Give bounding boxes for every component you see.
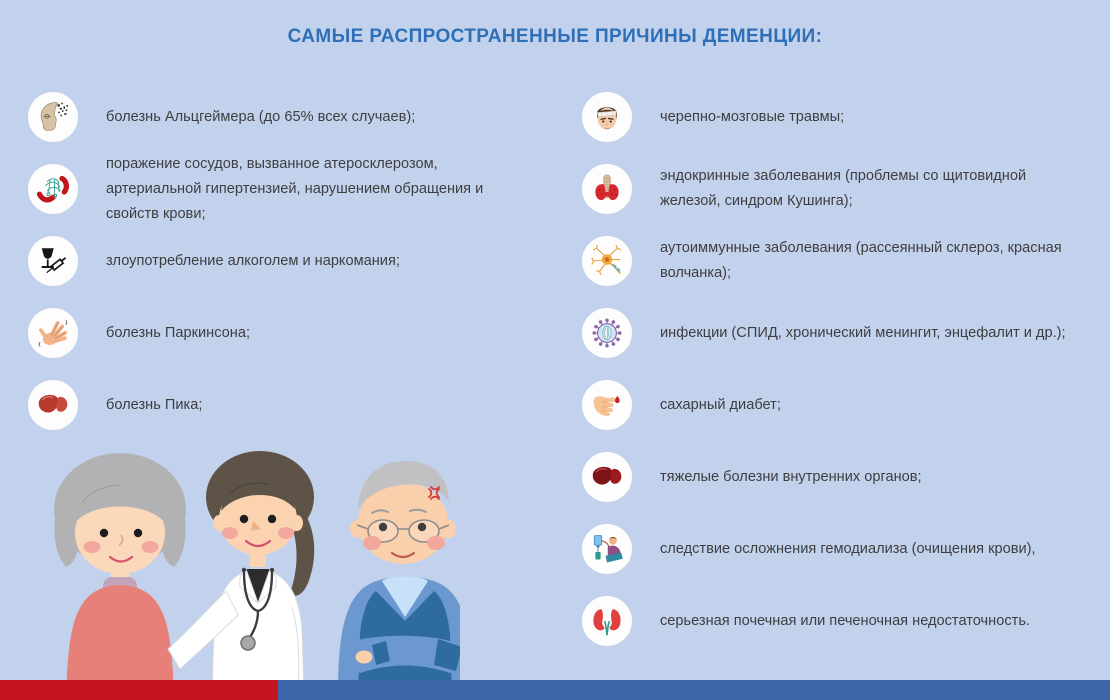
list-item bbox=[28, 155, 518, 222]
item-text: инфекции (СПИД, хронический менингит, энцефалит и др.); bbox=[660, 324, 1066, 341]
list-item bbox=[28, 236, 518, 286]
list-item bbox=[582, 236, 1085, 286]
list-item bbox=[582, 596, 1085, 646]
item-text: аутоиммунные заболевания (рассеянный склероз, красная волчанка); bbox=[660, 240, 1062, 281]
item-text: тяжелые болезни внутренних органов; bbox=[660, 468, 922, 485]
item-text: болезнь Альцгеймера (до 65% всех случаев); bbox=[106, 108, 416, 125]
item-text: сахарный диабет; bbox=[660, 396, 781, 413]
alcohol-syringe-icon bbox=[28, 236, 78, 286]
item-text: злоупотребление алкоголем и наркомания; bbox=[106, 252, 400, 269]
item-text: болезнь Пика; bbox=[106, 396, 203, 413]
elderly-man bbox=[338, 461, 460, 695]
head-injury-icon bbox=[582, 92, 632, 142]
list-item bbox=[28, 308, 518, 358]
list-item bbox=[582, 452, 1085, 502]
item-text: болезнь Паркинсона; bbox=[106, 324, 250, 341]
item-text: поражение сосудов, вызванное атеросклерозом, артериальной гипертензией, нарушением обращения и свойств крови; bbox=[106, 155, 484, 222]
dark-liver-icon bbox=[582, 452, 632, 502]
left-column bbox=[28, 92, 518, 452]
neuron-icon bbox=[582, 236, 632, 286]
alzheimer-head-icon bbox=[28, 92, 78, 142]
list-item bbox=[582, 524, 1085, 574]
thyroid-icon bbox=[582, 164, 632, 214]
elderly-woman bbox=[54, 453, 186, 695]
dialysis-icon bbox=[582, 524, 632, 574]
page-title: САМЫЕ РАСПРОСТРАНЕННЫЕ ПРИЧИНЫ ДЕМЕНЦИИ: bbox=[287, 26, 823, 47]
bottom-bar-blue bbox=[278, 680, 1110, 700]
doctor-woman bbox=[168, 451, 314, 695]
list-item bbox=[28, 92, 518, 142]
item-text: серьезная почечная или печеночная недостаточность. bbox=[660, 612, 1030, 629]
liver-icon bbox=[28, 380, 78, 430]
trembling-hand-icon bbox=[28, 308, 78, 358]
right-column bbox=[582, 92, 1085, 668]
kidneys-icon bbox=[582, 596, 632, 646]
bottom-bar-red bbox=[0, 680, 278, 700]
item-text: эндокринные заболевания (проблемы со щитовидной железой, синдром Кушинга); bbox=[660, 168, 1027, 209]
blood-vessels-icon bbox=[28, 164, 78, 214]
list-item bbox=[582, 380, 1085, 430]
list-item bbox=[28, 380, 518, 430]
list-item bbox=[582, 164, 1085, 214]
list-item bbox=[582, 308, 1085, 358]
people-illustration bbox=[20, 445, 460, 695]
item-text: следствие осложнения гемодиализа (очищения крови), bbox=[660, 540, 1036, 557]
blood-drop-hand-icon bbox=[582, 380, 632, 430]
item-text: черепно-мозговые травмы; bbox=[660, 108, 845, 125]
virus-icon bbox=[582, 308, 632, 358]
list-item bbox=[582, 92, 1085, 142]
